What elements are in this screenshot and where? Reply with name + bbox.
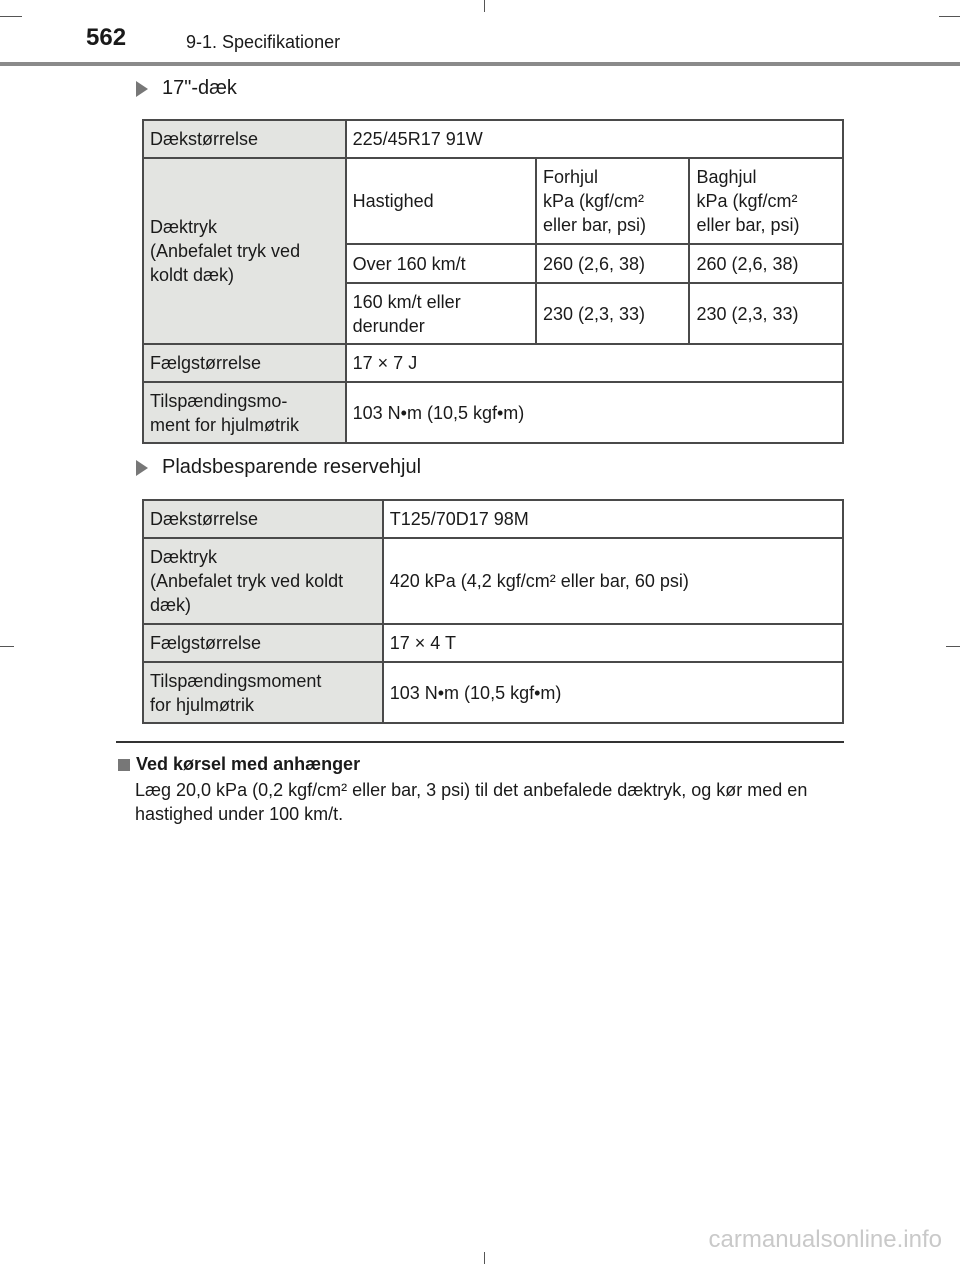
section-heading-text: 17"-dæk xyxy=(162,77,237,99)
speed-cell: 160 km/t eller derunder xyxy=(346,283,536,344)
note-title xyxy=(118,754,360,775)
rear-pressure-cell: 230 (2,3, 33) xyxy=(689,283,843,344)
crop-mark xyxy=(939,16,960,17)
crop-mark xyxy=(484,0,485,12)
crop-mark xyxy=(0,646,14,647)
header-rule xyxy=(0,62,960,66)
rim-size-label: Fælgstørrelse xyxy=(143,624,383,662)
crop-mark xyxy=(946,646,960,647)
section-heading-17-tire xyxy=(136,77,237,100)
table-row xyxy=(143,120,843,158)
torque-label: Tilspændingsmo- ment for hjulmøtrik xyxy=(143,382,346,443)
note-title-text: Ved kørsel med anhænger xyxy=(136,754,361,774)
square-bullet-icon xyxy=(118,759,130,771)
front-pressure-cell: 230 (2,3, 33) xyxy=(536,283,689,344)
section-heading-text: Pladsbesparende reservehjul xyxy=(162,456,422,478)
tire-spec-table-spare xyxy=(142,499,844,724)
table-row xyxy=(143,344,843,382)
front-pressure-cell: 260 (2,6, 38) xyxy=(536,244,689,283)
rim-size-label: Fælgstørrelse xyxy=(143,344,346,382)
table-row xyxy=(143,158,843,244)
rim-size-value: 17 × 7 J xyxy=(346,344,843,382)
table-row xyxy=(143,500,843,538)
tire-pressure-value: 420 kPa (4,2 kgf/cm² eller bar, 60 psi) xyxy=(383,538,843,624)
chapter-title: 9-1. Specifikationer xyxy=(186,32,341,52)
tire-size-value: T125/70D17 98M xyxy=(383,500,843,538)
watermark: carmanualsonline.info xyxy=(708,1226,942,1253)
note-divider xyxy=(116,741,844,743)
crop-mark xyxy=(0,16,22,17)
col-speed-header: Hastighed xyxy=(346,158,536,244)
note-body: Læg 20,0 kPa (0,2 kgf/cm² eller bar, 3 psi) til det anbefalede dæktryk, og kør med en hastighed under 100 km/t. xyxy=(135,780,808,824)
table-row xyxy=(143,382,843,443)
section-heading-spare xyxy=(136,456,421,479)
triangle-bullet-icon xyxy=(136,81,148,97)
triangle-bullet-icon xyxy=(136,460,148,476)
tire-pressure-label: Dæktryk (Anbefalet tryk ved koldt dæk) xyxy=(143,538,383,624)
tire-spec-table-17 xyxy=(142,119,844,444)
page-number: 562 xyxy=(86,24,127,51)
table-row xyxy=(143,662,843,723)
col-rear-header: Baghjul kPa (kgf/cm² eller bar, psi) xyxy=(689,158,843,244)
col-front-header: Forhjul kPa (kgf/cm² eller bar, psi) xyxy=(536,158,689,244)
rear-pressure-cell: 260 (2,6, 38) xyxy=(689,244,843,283)
tire-size-label: Dækstørrelse xyxy=(143,500,383,538)
torque-value: 103 N•m (10,5 kgf•m) xyxy=(383,662,843,723)
tire-pressure-label: Dæktryk (Anbefalet tryk ved koldt dæk) xyxy=(143,158,346,344)
table-row xyxy=(143,624,843,662)
rim-size-value: 17 × 4 T xyxy=(383,624,843,662)
torque-value: 103 N•m (10,5 kgf•m) xyxy=(346,382,843,443)
tire-size-label: Dækstørrelse xyxy=(143,120,346,158)
speed-cell: Over 160 km/t xyxy=(346,244,536,283)
table-row xyxy=(143,538,843,624)
tire-size-value: 225/45R17 91W xyxy=(346,120,843,158)
torque-label: Tilspændingsmoment for hjulmøtrik xyxy=(143,662,383,723)
crop-mark xyxy=(484,1252,485,1264)
